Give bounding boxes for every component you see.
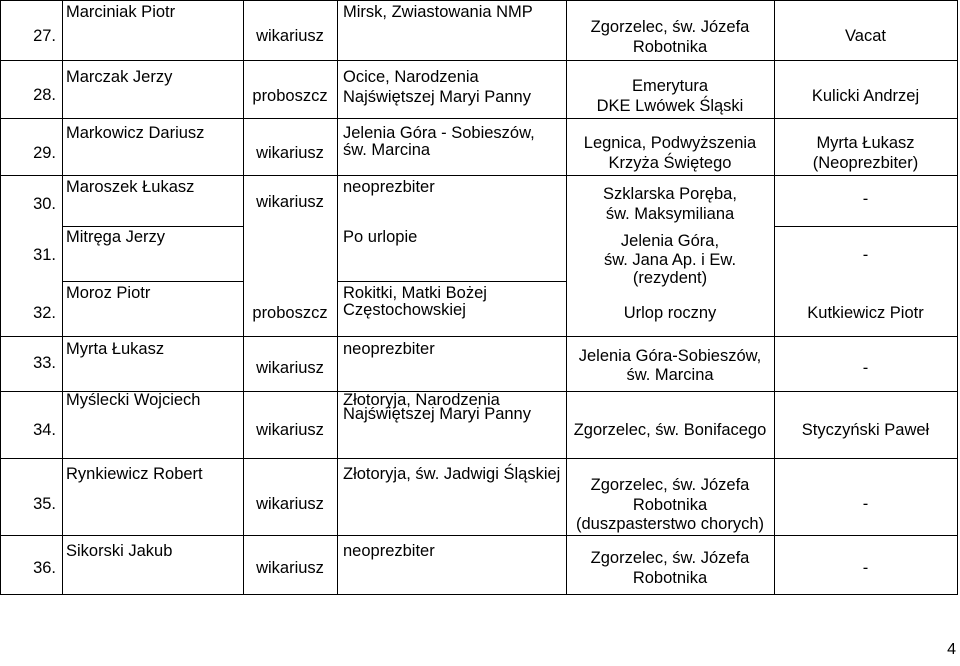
successor: -	[862, 495, 869, 513]
row-divider	[0, 60, 958, 61]
current-assignment: Częstochowskiej	[343, 301, 466, 319]
person-name: Marczak Jerzy	[66, 68, 173, 86]
current-assignment: Ocice, Narodzenia	[343, 68, 479, 86]
new-assignment: (rezydent)	[632, 269, 708, 287]
current-assignment: Najświętszej Maryi Panny	[343, 87, 531, 106]
current-assignment: Najświętszej Maryi Panny	[343, 405, 531, 423]
row-number: 34.	[33, 421, 56, 439]
new-assignment: Robotnika	[632, 495, 708, 514]
person-role: wikariusz	[256, 193, 324, 211]
page-number: 4	[947, 641, 956, 658]
new-assignment: św. Jana Ap. i Ew.	[603, 250, 737, 269]
person-role: wikariusz	[256, 559, 324, 577]
successor: (Neoprezbiter)	[812, 153, 919, 172]
person-role: wikariusz	[256, 27, 324, 45]
current-assignment: neoprezbiter	[343, 178, 435, 196]
row-number: 36.	[33, 559, 56, 577]
person-name: Myrta Łukasz	[66, 340, 165, 358]
row-divider	[0, 458, 958, 459]
table-border-right	[957, 0, 958, 595]
row-divider-partial	[62, 226, 244, 227]
successor: Kutkiewicz Piotr	[807, 304, 924, 322]
successor: -	[862, 190, 869, 208]
row-divider	[0, 594, 958, 595]
row-number: 28.	[33, 86, 56, 104]
successor: Styczyński Paweł	[801, 421, 930, 439]
row-number: 32.	[33, 304, 56, 322]
person-role: proboszcz	[252, 304, 328, 322]
new-assignment: Legnica, Podwyższenia	[583, 134, 757, 152]
current-assignment: neoprezbiter	[343, 542, 435, 560]
new-assignment: Jelenia Góra-Sobieszów,	[578, 347, 762, 365]
person-name: Myślecki Wojciech	[66, 391, 201, 409]
person-name: Mitręga Jerzy	[66, 228, 166, 246]
person-name: Moroz Piotr	[66, 284, 151, 302]
row-number: 30.	[33, 195, 56, 213]
row-number: 31.	[33, 246, 56, 264]
person-name: Marciniak Piotr	[66, 3, 176, 21]
column-divider-role	[337, 0, 338, 595]
new-assignment: św. Marcina	[626, 366, 714, 384]
person-name: Markowicz Dariusz	[66, 124, 205, 142]
person-name: Maroszek Łukasz	[66, 178, 195, 196]
new-assignment: Szklarska Poręba,	[603, 185, 737, 203]
new-assignment: Robotnika	[632, 568, 708, 587]
successor: Vacat	[845, 27, 886, 45]
person-name: Rynkiewicz Robert	[66, 465, 203, 483]
person-role: proboszcz	[252, 87, 328, 105]
successor: -	[862, 559, 869, 577]
new-assignment: Zgorzelec, św. Józefa	[590, 18, 750, 36]
new-assignment: Robotnika	[632, 37, 708, 56]
current-assignment: Mirsk, Zwiastowania NMP	[343, 3, 533, 21]
successor: -	[862, 246, 869, 264]
row-number: 27.	[33, 27, 56, 45]
new-assignment: Zgorzelec, św. Bonifacego	[573, 421, 767, 439]
new-assignment: (duszpasterstwo chorych)	[576, 515, 764, 533]
row-divider	[0, 175, 958, 176]
row-number: 33.	[33, 354, 56, 372]
column-divider-number	[62, 0, 63, 595]
row-divider-partial	[337, 281, 567, 282]
current-assignment: Jelenia Góra - Sobieszów,	[343, 124, 535, 142]
new-assignment: Jelenia Góra,	[620, 232, 720, 250]
current-assignment: Złotoryja, Narodzenia	[343, 391, 500, 409]
current-assignment: Złotoryja, św. Jadwigi Śląskiej	[343, 465, 561, 483]
row-number: 29.	[33, 144, 56, 162]
successor: Kulicki Andrzej	[811, 87, 920, 105]
new-assignment: Emerytura	[631, 77, 709, 95]
new-assignment: Zgorzelec, św. Józefa	[590, 476, 750, 494]
person-role: wikariusz	[256, 495, 324, 513]
new-assignment: św. Maksymiliana	[605, 204, 735, 223]
new-assignment: DKE Lwówek Śląski	[596, 96, 744, 115]
row-divider	[0, 535, 958, 536]
new-assignment: Zgorzelec, św. Józefa	[590, 549, 750, 567]
row-divider	[0, 0, 958, 1]
current-assignment: św. Marcina	[343, 141, 431, 159]
person-name: Sikorski Jakub	[66, 542, 173, 560]
row-divider	[0, 336, 958, 337]
current-assignment: Rokitki, Matki Bożej	[343, 284, 487, 302]
row-divider	[0, 118, 958, 119]
row-divider-partial	[774, 226, 958, 227]
row-number: 35.	[33, 495, 56, 513]
current-assignment: Po urlopie	[343, 228, 418, 246]
successor: Myrta Łukasz	[816, 134, 915, 152]
person-role: wikariusz	[256, 359, 324, 377]
current-assignment: neoprezbiter	[343, 340, 435, 358]
row-divider-partial	[62, 281, 244, 282]
person-role: wikariusz	[256, 421, 324, 439]
successor: -	[862, 359, 869, 377]
new-assignment: Krzyża Świętego	[608, 153, 732, 172]
new-assignment: Urlop roczny	[623, 304, 717, 322]
person-role: wikariusz	[256, 144, 324, 162]
